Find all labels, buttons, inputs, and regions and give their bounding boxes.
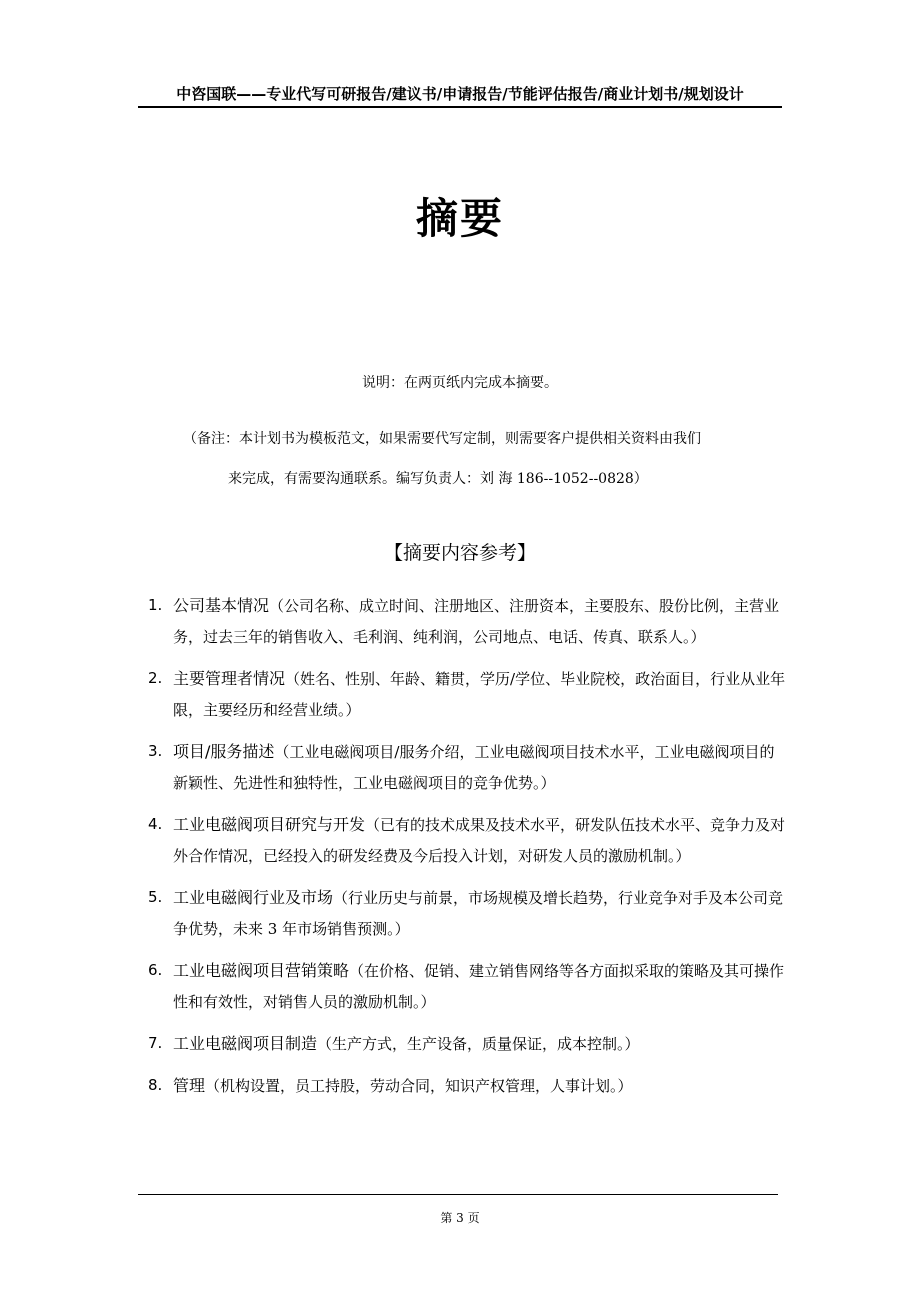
list-item	[148, 590, 788, 653]
item-description: （已有的技术成果及技术水平，研发队伍技术水平、竞争力及对外合作情况，已经投入的研发经费及今后投入计划，对研发人员的激励机制。）	[173, 816, 786, 865]
list-item	[148, 1070, 788, 1102]
item-number: 5.	[148, 888, 163, 906]
list-item	[148, 736, 788, 799]
item-number: 4.	[148, 815, 163, 833]
list-item	[148, 1028, 788, 1060]
page-number: 第 3 页	[440, 1211, 480, 1225]
page-title: 摘要	[415, 194, 504, 243]
item-number: 7.	[148, 1034, 163, 1052]
item-title: 管理	[173, 1076, 206, 1095]
item-description: （工业电磁阀项目/服务介绍，工业电磁阀项目技术水平，工业电磁阀项目的新颖性、先进性和独特性，工业电磁阀项目的竞争优势。）	[173, 743, 775, 792]
item-number: 3.	[148, 742, 163, 760]
item-description: （公司名称、成立时间、注册地区、注册资本，主要股东、股份比例，主营业务，过去三年的销售收入、毛利润、纯利润，公司地点、电话、传真、联系人。）	[173, 597, 780, 646]
list-item	[148, 955, 788, 1018]
item-description: （生产方式，生产设备，质量保证，成本控制。）	[317, 1035, 640, 1053]
instruction-note: 说明：在两页纸内完成本摘要。	[362, 375, 558, 391]
item-description: （姓名、性别、年龄、籍贯，学历/学位、毕业院校，政治面目，行业从业年限，主要经历和经营业绩。）	[173, 670, 786, 719]
list-item	[148, 809, 788, 872]
header-divider	[138, 106, 782, 108]
item-description: （在价格、促销、建立销售网络等各方面拟采取的策略及其可操作性和有效性，对销售人员的激励机制。）	[173, 962, 785, 1011]
footer-divider	[138, 1194, 778, 1195]
item-title: 工业电磁阀项目营销策略	[173, 961, 350, 980]
section-heading: 【摘要内容参考】	[383, 542, 536, 564]
item-title: 工业电磁阀行业及市场	[173, 888, 334, 907]
list-item	[148, 882, 788, 945]
running-header: 中咨国联——专业代写可研报告/建议书/申请报告/节能评估报告/商业计划书/规划设计	[176, 85, 744, 103]
list-item	[148, 663, 788, 726]
remark-line-1: （备注：本计划书为模板范文，如果需要代写定制，则需要客户提供相关资料由我们	[183, 431, 701, 447]
item-title: 公司基本情况	[173, 596, 270, 615]
summary-items-list	[148, 590, 788, 1112]
item-title: 项目/服务描述	[173, 742, 275, 761]
item-number: 6.	[148, 961, 163, 979]
item-number: 8.	[148, 1076, 163, 1094]
item-title: 主要管理者情况	[173, 669, 286, 688]
item-number: 2.	[148, 669, 163, 687]
remark-line-2: 来完成，有需要沟通联系。编写负责人：刘 海 186--1052--0828）	[228, 471, 648, 487]
item-title: 工业电磁阀项目研究与开发	[173, 815, 366, 834]
item-description: （行业历史与前景，市场规模及增长趋势，行业竞争对手及本公司竞争优势，未来 3 年市场销售预测。）	[173, 889, 784, 938]
item-title: 工业电磁阀项目制造	[173, 1034, 318, 1053]
item-description: （机构设置，员工持股，劳动合同，知识产权管理，人事计划。）	[205, 1077, 633, 1095]
item-number: 1.	[148, 596, 163, 614]
